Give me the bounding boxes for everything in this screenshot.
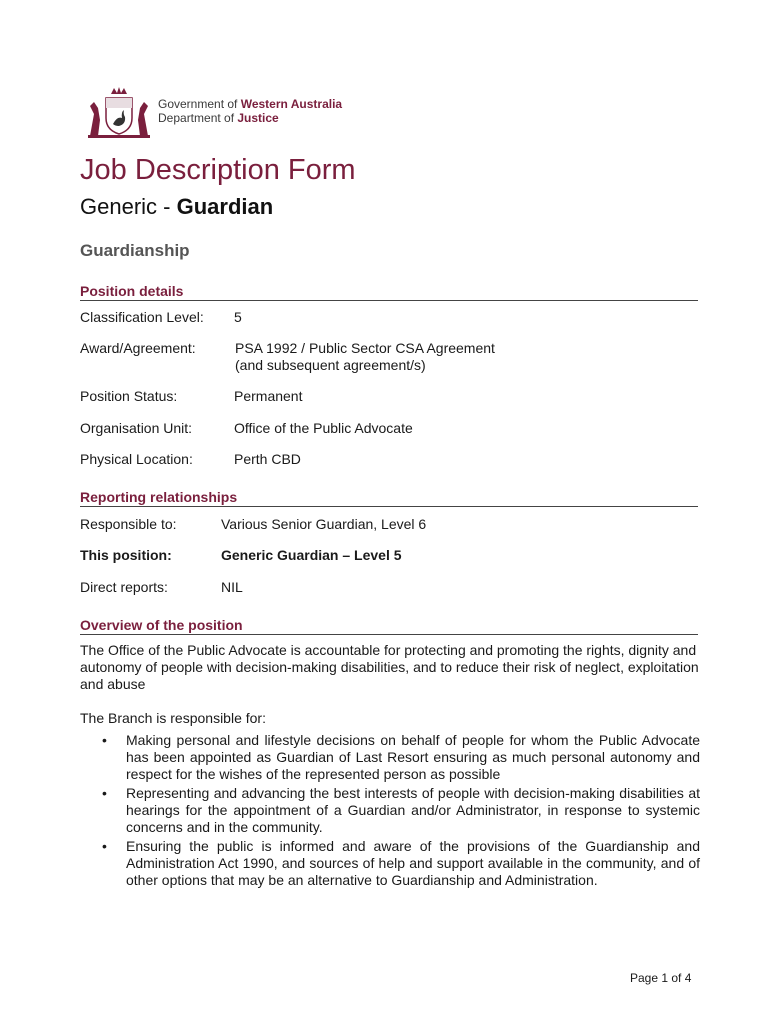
status-value: Permanent [234,388,303,404]
org-unit-label: Organisation Unit: [80,420,193,436]
classification-label: Classification Level: [80,309,204,325]
overview-heading: Overview of the position [80,617,698,635]
direct-reports-label: Direct reports: [80,579,168,595]
award-value: PSA 1992 / Public Sector CSA Agreement [235,340,495,356]
responsible-label: Responsible to: [80,516,177,532]
award-value-line2: (and subsequent agreement/s) [235,357,426,373]
page-number: Page 1 of 4 [630,971,692,985]
direct-reports-value: NIL [221,579,243,595]
org-unit-value: Office of the Public Advocate [234,420,413,436]
list-item: • Ensuring the public is informed and aware of the provisions of the Guardianship and Administration Act 1990, and sources of help and support available in the community, and of other options that may be an alternative to Guardianship and Administration. [102,838,700,888]
overview-intro: The Branch is responsible for: [80,710,266,726]
reporting-heading: Reporting relationships [80,489,698,507]
list-item: • Making personal and lifestyle decisions on behalf of people for whom the Public Advocate has been appointed as Guardian of Last Resort ensuring as much personal autonomy and respect for the wishes of the represented person as possible [102,732,700,782]
coat-of-arms-icon [84,84,154,138]
logo-text [158,97,342,125]
government-line: Government of Western Australia [158,97,343,111]
department-line: Department of Justice [158,111,279,125]
this-position-label: This position: [80,547,172,563]
overview-paragraph: The Office of the Public Advocate is accountable for protecting and promoting the rights, dignity and autonomy of people with decision-making disabilities, and to reduce their risk of neglect, exploitation and abuse [80,642,699,692]
document-subtitle: Generic - Guardian [80,194,274,219]
document-title: Job Description Form [80,154,356,186]
location-label: Physical Location: [80,451,193,467]
responsible-value: Various Senior Guardian, Level 6 [221,516,427,532]
responsibilities-list [80,732,700,891]
government-logo [84,84,342,138]
status-label: Position Status: [80,388,178,404]
this-position-value: Generic Guardian – Level 5 [221,547,402,563]
location-value: Perth CBD [234,451,301,467]
branch-name: Guardianship [80,241,190,260]
list-item: • Representing and advancing the best interests of people with decision-making disabilities at hearings for the appointment of a Guardian and/or Administrator, in response to systemic concerns and in the community. [102,785,700,835]
classification-value: 5 [234,309,242,325]
position-details-heading: Position details [80,283,698,301]
award-label: Award/Agreement: [80,340,196,356]
